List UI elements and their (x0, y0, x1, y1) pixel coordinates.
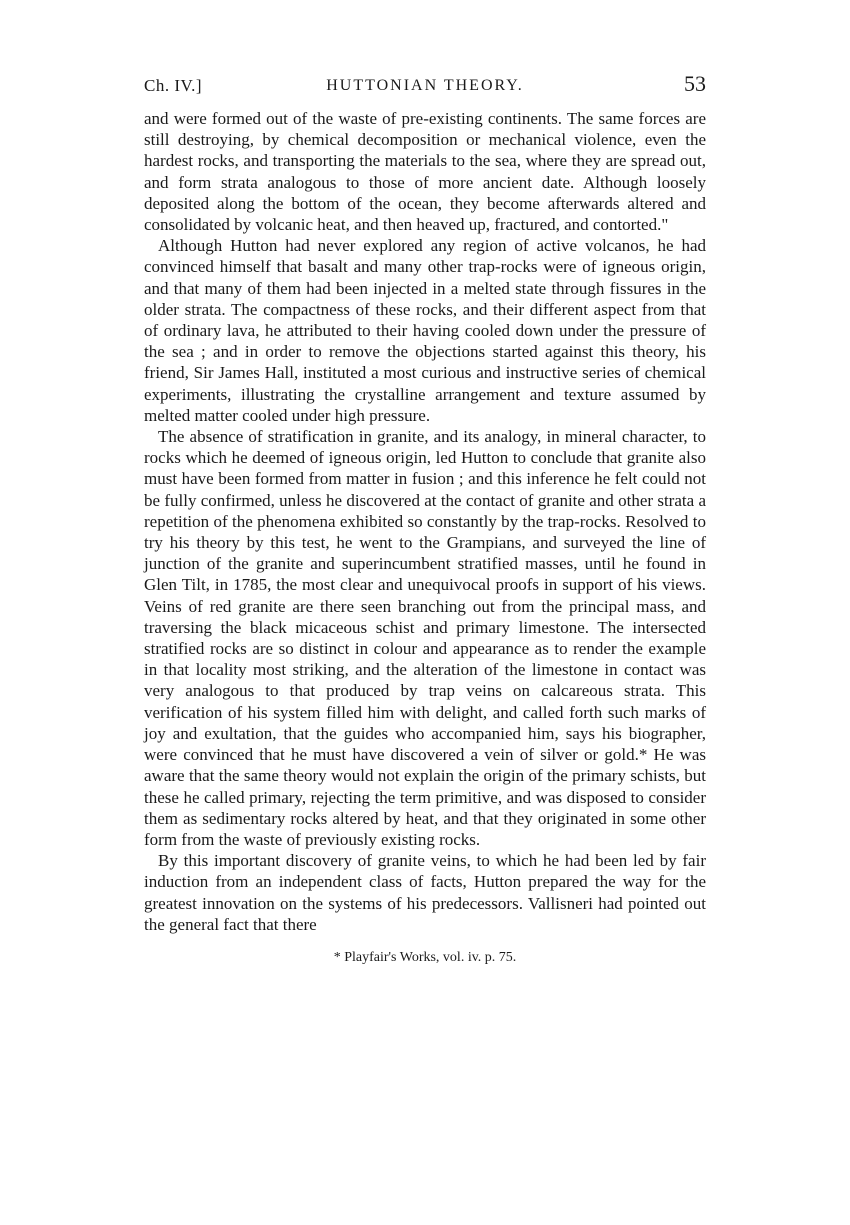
paragraph-hutton-volcanos: Although Hutton had never explored any region of active volcanos, he had convinced himself that basalt and many other trap-rocks were of igneous origin, and that many of them had been injected in a melted state through fissures in the older strata. The compactness of these rocks, and their different aspect from that of ordinary lava, he attributed to their having cooled down under the pressure of the sea ; and in order to remove the objections started against this theory, his friend, Sir James Hall, instituted a most curious and instructive series of chemical experiments, illustrating the crystalline arrangement and texture assumed by melted matter cooled under high pressure. (144, 236, 706, 425)
paragraph-granite-stratification: The absence of stratification in granite, and its analogy, in mineral character, to rocks which he deemed of igneous origin, led Hutton to conclude that granite also must have been formed from matter in fusion ; and this inference he felt could not be fully confirmed, unless he discovered at the contact of granite and other strata a repetition of the phenomena exhibited so constantly by the trap-rocks. Resolved to try his theory by this test, he went to the Grampians, and surveyed the line of junction of the granite and superincumbent stratified masses, until he found in Glen Tilt, in 1785, the most clear and unequivocal proofs in support of his views. Veins of red granite are there seen branching out from the principal mass, and traversing the black micaceous schist and primary limestone. The intersected stratified rocks are so distinct in colour and appearance as to render the example in that locality most striking, and the alteration of the limestone in contact was very analogous to that produced by trap veins on calcareous strata. This verification of his system filled him with delight, and called forth such marks of joy and exultation, that the guides who accompanied him, says his biographer, were convinced that he must have discovered a vein of silver or gold.* He was aware that the same theory would not explain the origin of the primary schists, but these he called primary, rejecting the term primitive, and was disposed to consider them as sedimentary rocks altered by heat, and that they originated in some other form from the waste of previously existing rocks. (144, 427, 706, 849)
paragraph-continuation: and were formed out of the waste of pre-existing continents. The same forces are still destroying, by chemical decomposition or mechanical violence, even the hardest rocks, and transporting the materials to the sea, where they are spread out, and form strata analogous to those of more ancient date. Although loosely deposited along the bottom of the ocean, they become afterwards altered and consolidated by volcanic heat, and then heaved up, fractured, and contorted." (144, 109, 706, 235)
running-header (144, 72, 706, 100)
running-title: HUTTONIAN THEORY. (326, 77, 524, 94)
book-page (144, 72, 706, 967)
body-text (144, 108, 706, 935)
paragraph-granite-veins: By this important discovery of granite veins, to which he had been led by fair induction from an independent class of facts, Hutton prepared the way for the greatest innovation on the systems of his predecessors. Vallisneri had pointed out the general fact that there (144, 851, 706, 934)
chapter-label: Ch. IV.] (144, 76, 202, 95)
page-number: 53 (684, 71, 706, 96)
footnote: * Playfair's Works, vol. iv. p. 75. (333, 949, 517, 965)
